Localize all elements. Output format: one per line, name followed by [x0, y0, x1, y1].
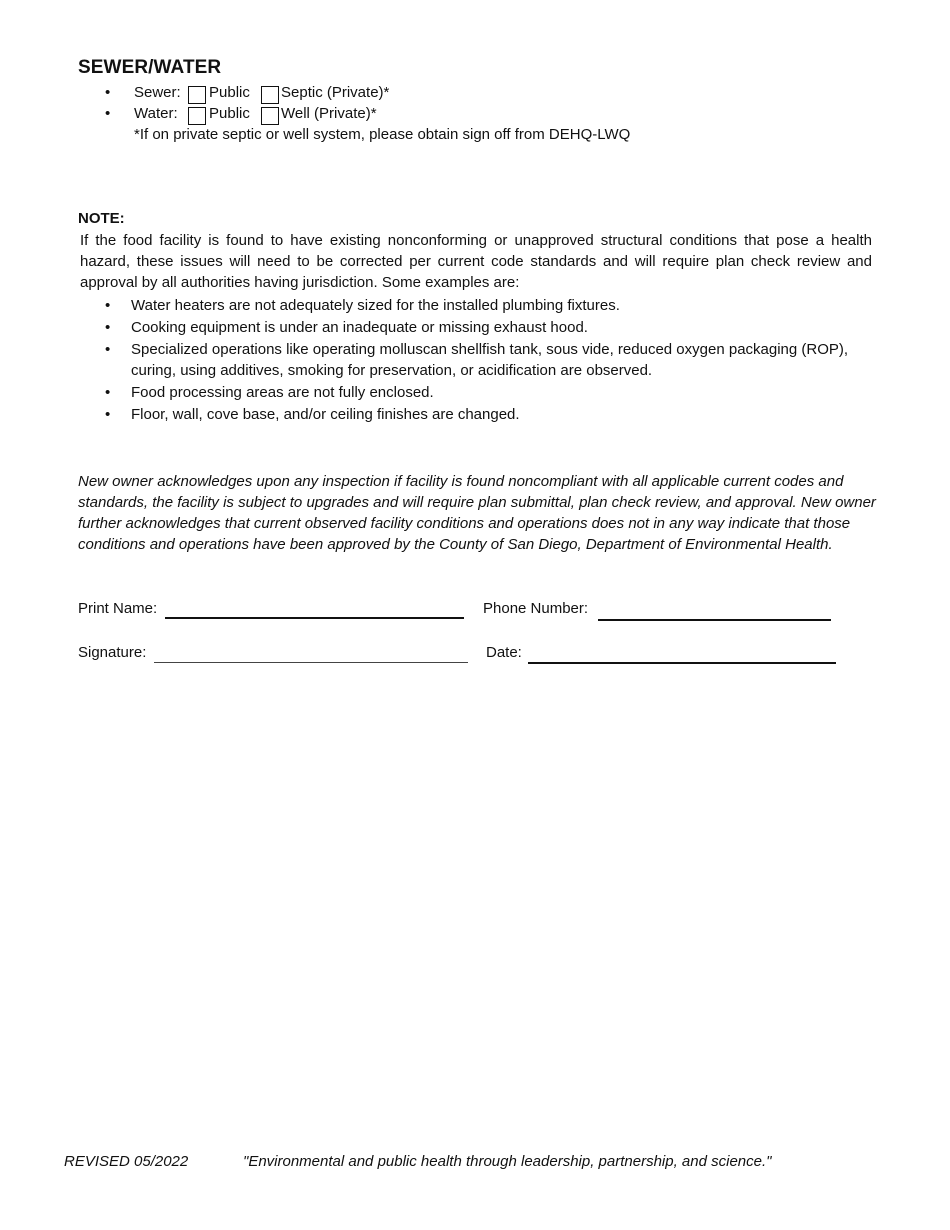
sewer-water-footnote: *If on private septic or well system, please obtain sign off from DEHQ-LWQ [134, 126, 631, 143]
note-paragraph: If the food facility is found to have existing nonconforming or unapproved structural conditions that pose a health hazard, these issues will need to be corrected per current code standards and will require plan check review and approval by all authorities having jurisdiction. Some examples are: [80, 232, 872, 291]
sewer-public-checkbox[interactable] [188, 86, 206, 104]
water-well-checkbox[interactable] [261, 107, 279, 125]
signature-field[interactable] [154, 662, 468, 663]
water-well-label: Well (Private)* [281, 105, 377, 122]
water-label: Water: [134, 105, 178, 122]
water-public-checkbox[interactable] [188, 107, 206, 125]
list-item-text: Cooking equipment is under an inadequate or missing exhaust hood. [131, 319, 588, 336]
bullet: • [105, 384, 111, 401]
list-item-text: Food processing areas are not fully enclosed. [131, 384, 434, 401]
list-item-text: Specialized operations like operating molluscan shellfish tank, sous vide, reduced oxygen packaging (ROP), curing, using additives, smoking for preservation, or acidification are observed. [131, 341, 849, 379]
list-item [105, 404, 875, 425]
bullet: • [105, 319, 111, 336]
bullet: • [105, 84, 111, 101]
list-item [105, 295, 875, 316]
bullet: • [105, 406, 111, 423]
sewer-label: Sewer: [134, 84, 181, 101]
bullet: • [105, 105, 111, 122]
list-item [105, 317, 875, 338]
water-public-label: Public [209, 105, 250, 122]
print-name-field[interactable] [165, 617, 464, 619]
sewer-septic-label: Septic (Private)* [281, 84, 390, 101]
signature-label: Signature: [78, 644, 147, 661]
list-item-text: Floor, wall, cove base, and/or ceiling finishes are changed. [131, 406, 520, 423]
sewer-public-label: Public [209, 84, 250, 101]
date-label: Date: [486, 644, 522, 661]
print-name-label: Print Name: [78, 600, 158, 617]
owner-acknowledgement: New owner acknowledges upon any inspection if facility is found noncompliant with all applicable current codes and standards, the facility is subject to upgrades and will require plan submittal, plan check review, and approval. New owner further acknowledges that current observed facility conditions and operations does not in any way indicate that those conditions and operations have been approved by the County of San Diego, Department of Environmental Health. [78, 473, 876, 553]
phone-number-label: Phone Number: [483, 600, 589, 617]
phone-number-field[interactable] [598, 619, 831, 621]
bullet: • [105, 297, 111, 314]
list-item [105, 382, 875, 403]
sewer-septic-checkbox[interactable] [261, 86, 279, 104]
date-field[interactable] [528, 662, 836, 664]
note-title: NOTE: [78, 210, 125, 227]
revised-date: REVISED 05/2022 [64, 1153, 189, 1170]
list-item-text: Water heaters are not adequately sized for the installed plumbing fixtures. [131, 297, 620, 314]
note-examples-list [105, 295, 875, 426]
list-item [105, 339, 875, 381]
section-title-sewer-water: SEWER/WATER [78, 57, 222, 78]
bullet: • [105, 341, 111, 358]
footer-motto: "Environmental and public health through leadership, partnership, and science." [243, 1153, 772, 1170]
